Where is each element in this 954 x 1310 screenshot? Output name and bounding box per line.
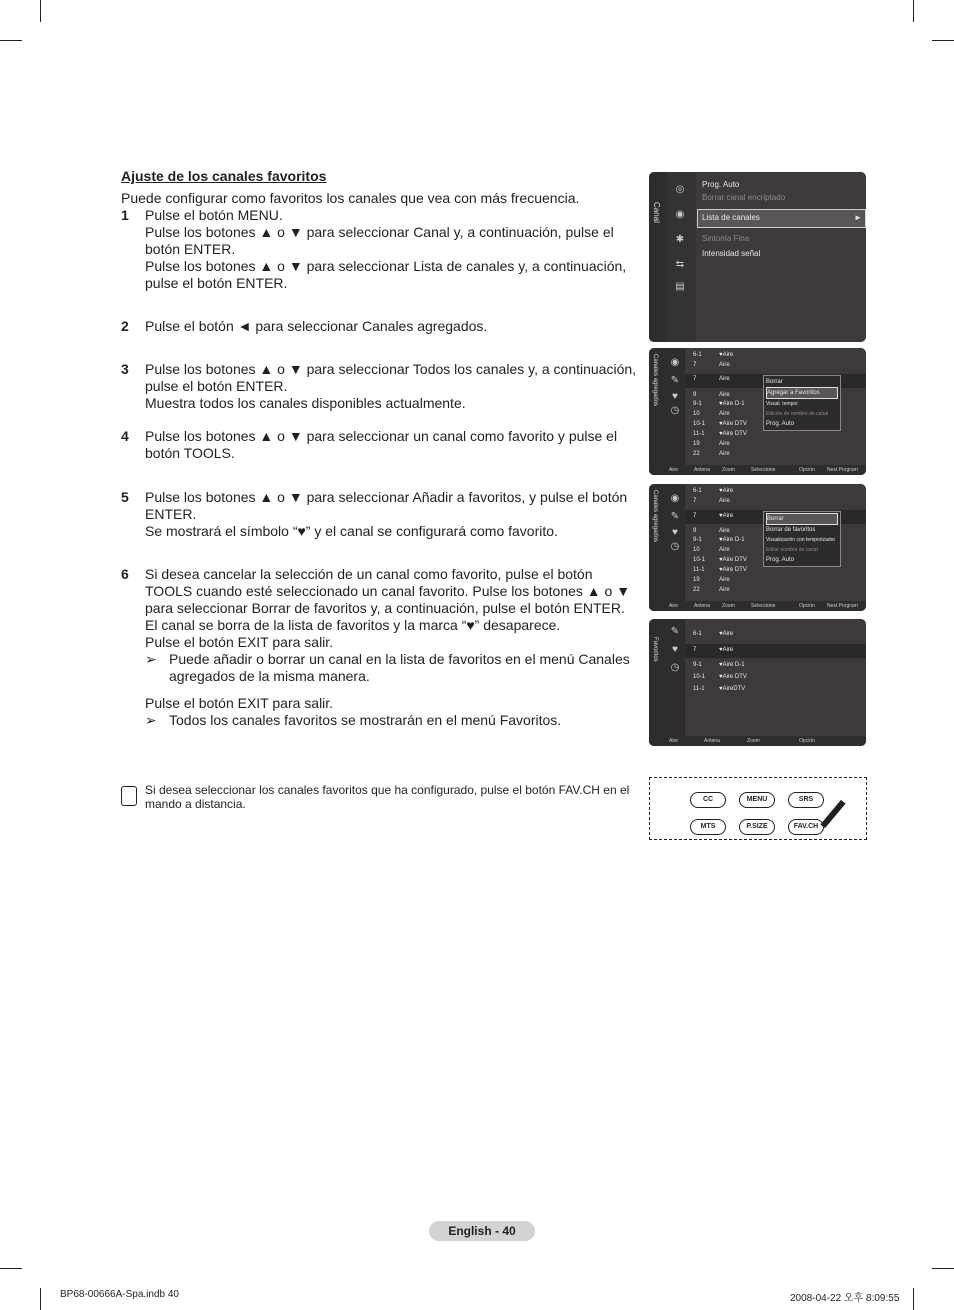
crop-mark xyxy=(0,40,22,41)
footer-item: Zoom xyxy=(722,467,735,473)
footer-item: Seleccione xyxy=(751,467,776,473)
crop-mark xyxy=(913,0,914,22)
channel-name[interactable]: Aire xyxy=(719,411,730,417)
channel-name[interactable]: ♥Aire D-1 xyxy=(719,537,745,543)
favch-button[interactable]: FAV.CH xyxy=(788,819,824,835)
channel-name[interactable]: ♥Aire xyxy=(719,631,734,637)
step-line: Pulse el botón MENU. xyxy=(145,207,283,223)
menu-side-label: Canales agregados xyxy=(652,354,658,407)
footer-item: Antena xyxy=(704,738,720,744)
arrow-icon: ➢ xyxy=(145,712,157,728)
footer-item: Aire xyxy=(669,603,678,609)
channel-name[interactable]: ♥Aire xyxy=(719,513,734,519)
channel-name[interactable]: ♥Aire xyxy=(719,352,734,358)
popup-item[interactable]: Visualización con temporizador xyxy=(766,537,836,543)
channel-name[interactable]: Aire xyxy=(719,392,730,398)
step-line: Pulse el botón ◄ para seleccionar Canales agregados. xyxy=(145,318,488,334)
channel-name[interactable]: ♥AireDTV xyxy=(719,686,746,692)
channel-name[interactable]: ♥Aire xyxy=(719,488,734,494)
menu-item[interactable]: Prog. Auto xyxy=(702,180,740,189)
channel-number[interactable]: 10 xyxy=(693,411,700,417)
added-channels-icon: ✎ xyxy=(670,511,680,522)
pointer-arrow-icon xyxy=(820,800,845,828)
popup-item[interactable]: Editar nombre de canal xyxy=(766,547,818,553)
step-number: 1 xyxy=(121,207,129,223)
step-number: 4 xyxy=(121,428,129,444)
channel-name[interactable]: Aire xyxy=(719,441,730,447)
channel-name[interactable]: Aire xyxy=(719,528,730,534)
tip-text: Si desea seleccionar los canales favoritos que ha configurado, pulse el botón FAV.CH en el mando a distancia. xyxy=(145,783,630,811)
step-line: Si desea cancelar la selección de un canal como favorito, pulse el botón TOOLS cuando esté seleccionado un canal favorito. Pulse los botones ▲ o ▼ para seleccionar Borrar de favoritos y, a continuación, pulse el botón ENTER. El canal se borra de la lista de favoritos y la marca “♥” desaparece. xyxy=(145,566,631,633)
footer-item: Next Program xyxy=(827,467,858,473)
all-channels-icon: ◉ xyxy=(670,357,680,368)
channel-name[interactable]: Aire xyxy=(719,587,730,593)
channel-number[interactable]: 9-1 xyxy=(693,537,702,543)
footer-item: Antena xyxy=(694,467,710,473)
popup-item[interactable]: Edición de nombre de canal xyxy=(766,411,828,417)
channel-number[interactable]: 11-1 xyxy=(693,686,705,692)
channel-number[interactable]: 9 xyxy=(693,528,697,534)
intro-text: Puede configurar como favoritos los canales que vea con más frecuencia. xyxy=(121,190,580,206)
favorites-icon: ♥ xyxy=(672,391,678,402)
print-timestamp: 2008-04-22 오후 8:09:55 xyxy=(790,1293,900,1304)
tv-screen-favorites xyxy=(649,619,866,746)
tv-screen-added-channels xyxy=(649,348,866,475)
footer-item: Zoom xyxy=(747,738,760,744)
all-channels-icon: ◉ xyxy=(670,493,680,504)
programmed-icon: ◷ xyxy=(670,405,680,416)
channel-number[interactable]: 11-1 xyxy=(693,431,705,437)
channel-name[interactable]: Aire xyxy=(719,577,730,583)
step-line: Se mostrará el símbolo “♥” y el canal se configurará como favorito. xyxy=(145,523,558,539)
channel-name[interactable]: ♥Aire D-1 xyxy=(719,662,745,668)
popup-item[interactable]: Borrar xyxy=(766,379,783,385)
step-2 xyxy=(121,318,641,335)
crop-mark xyxy=(913,1288,914,1310)
footer-item: Seleccione xyxy=(751,603,776,609)
psize-button[interactable]: P.SIZE xyxy=(739,819,775,835)
channel-number[interactable]: 9 xyxy=(693,392,697,398)
tv-screen-channel-menu xyxy=(649,172,866,342)
footer-item: Aire xyxy=(669,738,678,744)
channel-number[interactable]: 7 xyxy=(693,376,697,382)
channel-number[interactable]: 11-1 xyxy=(693,567,705,573)
menu-side-label: Favoritos xyxy=(652,637,658,662)
input-icon: ⇆ xyxy=(675,259,685,270)
channel-name[interactable]: ♥Aire DTV xyxy=(719,421,747,427)
menu-side-label: Canal xyxy=(652,202,661,223)
exit-text: Pulse el botón EXIT para salir. xyxy=(145,695,334,711)
menu-button[interactable]: MENU xyxy=(739,792,775,808)
step-line: Pulse los botones ▲ o ▼ para seleccionar Lista de canales y, a continuación, pulse el botón ENTER. xyxy=(145,258,627,291)
step-line: Pulse los botones ▲ o ▼ para seleccionar Canal y, a continuación, pulse el botón ENTER. xyxy=(145,224,614,257)
channel-number[interactable]: 10-1 xyxy=(693,674,706,680)
channel-number[interactable]: 6-1 xyxy=(693,352,702,358)
channel-number[interactable]: 6-1 xyxy=(693,631,702,637)
step-5 xyxy=(121,489,641,540)
menu-side-label: Canales agregados xyxy=(652,490,658,543)
channel-number[interactable]: 10 xyxy=(693,547,700,553)
note-text: Puede añadir o borrar un canal en la lista de favoritos en el menú Canales agregados de la misma manera. xyxy=(169,651,630,684)
step-1 xyxy=(121,207,641,292)
footer-item: Opción xyxy=(799,467,815,473)
picture-icon: ◎ xyxy=(675,184,685,195)
menu-item[interactable]: Sintonía Fina xyxy=(702,234,750,243)
crop-mark xyxy=(932,40,954,41)
menu-item-selected[interactable]: Lista de canales xyxy=(702,213,760,222)
channel-number[interactable]: 7 xyxy=(693,498,697,504)
step-line: Pulse los botones ▲ o ▼ para seleccionar Añadir a favoritos, y pulse el botón ENTER. xyxy=(145,489,628,522)
step-6 xyxy=(121,566,641,729)
tools-popup xyxy=(763,375,841,431)
crop-mark xyxy=(0,1268,22,1269)
popup-item[interactable]: Visual. tempor. xyxy=(766,401,799,407)
step-line: Pulse los botones ▲ o ▼ para seleccionar un canal como favorito y pulse el botón TOOLS. xyxy=(145,428,618,461)
page-number: English - 40 xyxy=(429,1221,535,1241)
popup-item[interactable]: Borrar de favoritos xyxy=(766,527,816,533)
channel-name[interactable]: ♥Aire D-1 xyxy=(719,401,745,407)
popup-item[interactable]: Prog. Auto xyxy=(766,421,795,427)
srs-button[interactable]: SRS xyxy=(788,792,824,808)
channel-name[interactable]: Aire xyxy=(719,547,730,553)
menu-item[interactable]: Intensidad señal xyxy=(702,249,761,258)
tv-screen-added-channels-favorite xyxy=(649,484,866,611)
channel-number[interactable]: 19 xyxy=(693,441,700,447)
footer-item: Zoom xyxy=(722,603,735,609)
footer-item: Next Program xyxy=(827,603,858,609)
remote-control xyxy=(649,777,867,840)
channel-name[interactable]: ♥Aire DTV xyxy=(719,431,747,437)
popup-item[interactable]: Prog. Auto xyxy=(766,557,795,563)
added-channels-icon: ✎ xyxy=(670,375,680,386)
step-line: Pulse el botón EXIT para salir. xyxy=(145,634,334,650)
screen-footer xyxy=(649,601,866,611)
hand-note-icon xyxy=(121,786,137,806)
footer-item: Aire xyxy=(669,467,678,473)
step-number: 6 xyxy=(121,566,129,582)
popup-item-selected[interactable]: Borrar xyxy=(766,513,838,525)
crop-mark xyxy=(932,1268,954,1269)
popup-item-selected[interactable]: Agregar a Favoritos xyxy=(766,387,838,399)
step-3 xyxy=(121,361,641,412)
note xyxy=(145,712,641,729)
icon-column xyxy=(666,172,696,342)
channel-number[interactable]: 19 xyxy=(693,577,700,583)
instructions xyxy=(121,168,641,729)
channel-number[interactable]: 10-1 xyxy=(693,557,706,563)
footer-item: Opción xyxy=(799,738,815,744)
added-channels-icon: ✎ xyxy=(670,626,680,637)
step-line: Pulse los botones ▲ o ▼ para seleccionar Todos los canales y, a continuación, pulse el botón ENTER. xyxy=(145,361,637,394)
programmed-icon: ◷ xyxy=(670,541,680,552)
screen-footer xyxy=(649,736,866,746)
step-number: 2 xyxy=(121,318,129,334)
cc-button[interactable]: CC xyxy=(690,792,726,808)
channel-number[interactable]: 22 xyxy=(693,451,700,457)
application-icon: ▤ xyxy=(675,281,685,292)
favorites-icon: ♥ xyxy=(672,527,678,538)
selected-row xyxy=(685,644,866,658)
footer-item: Opción xyxy=(799,603,815,609)
channel-number[interactable]: 22 xyxy=(693,587,700,593)
channel-number[interactable]: 9-1 xyxy=(693,401,702,407)
channel-name[interactable]: Aire xyxy=(719,451,730,457)
menu-item[interactable]: Borrar canal encriptado xyxy=(702,193,786,202)
channel-number[interactable]: 7 xyxy=(693,513,697,519)
channel-name[interactable]: ♥Aire DTV xyxy=(719,567,747,573)
mts-button[interactable]: MTS xyxy=(690,819,726,835)
tip-box xyxy=(121,783,641,811)
section-title: Ajuste de los canales favoritos xyxy=(121,168,327,184)
channel-number[interactable]: 10-1 xyxy=(693,421,706,427)
step-number: 5 xyxy=(121,489,129,505)
channel-icon: ◉ xyxy=(675,209,685,220)
channel-name[interactable]: ♥Aire xyxy=(719,647,734,653)
step-line: Muestra todos los canales disponibles actualmente. xyxy=(145,395,466,411)
file-name: BP68-00666A-Spa.indb 40 xyxy=(60,1289,179,1300)
note xyxy=(145,651,641,685)
channel-name[interactable]: Aire xyxy=(719,362,730,368)
footer-item: Antena xyxy=(694,603,710,609)
channel-name[interactable]: Aire xyxy=(719,376,730,382)
tools-popup xyxy=(763,511,841,567)
channel-name[interactable]: ♥Aire DTV xyxy=(719,557,747,563)
setup-icon: ✱ xyxy=(675,234,685,245)
favorites-icon: ♥ xyxy=(672,644,678,655)
step-number: 3 xyxy=(121,361,129,377)
note-text: Todos los canales favoritos se mostrarán en el menú Favoritos. xyxy=(169,712,562,728)
channel-number[interactable]: 7 xyxy=(693,362,697,368)
step-4 xyxy=(121,428,641,462)
screen-footer xyxy=(649,465,866,475)
channel-name[interactable]: Aire xyxy=(719,498,730,504)
programmed-icon: ◷ xyxy=(670,662,680,673)
channel-name[interactable]: ♥Aire DTV xyxy=(719,674,747,680)
channel-number[interactable]: 9-1 xyxy=(693,662,702,668)
crop-mark xyxy=(40,0,41,22)
crop-mark xyxy=(40,1288,41,1310)
right-arrow-icon: ► xyxy=(854,213,862,222)
arrow-icon: ➢ xyxy=(145,651,157,667)
channel-number[interactable]: 6-1 xyxy=(693,488,702,494)
channel-number[interactable]: 7 xyxy=(693,647,697,653)
